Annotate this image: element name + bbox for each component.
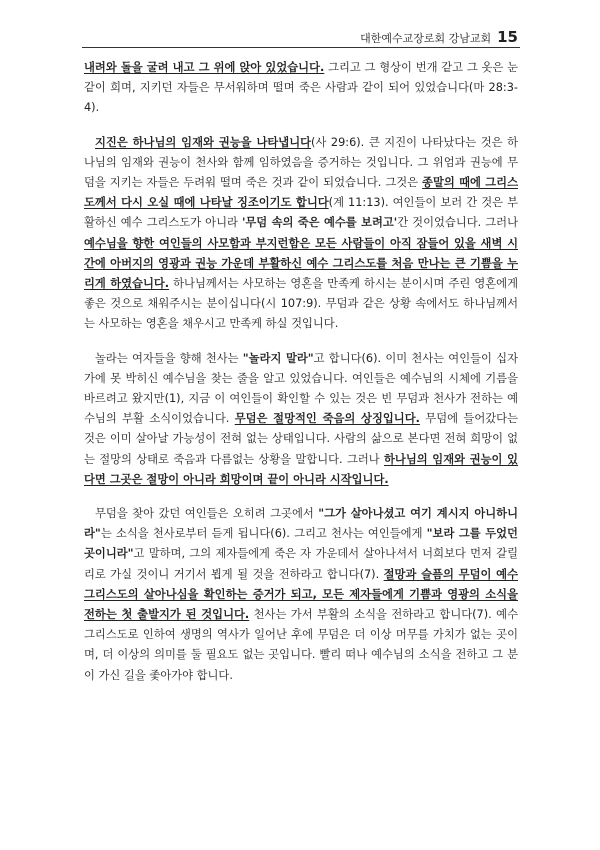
church-name: 대한예수교장로회 강남교회 — [360, 32, 492, 45]
emphasized-text: 내려와 돌을 굴려 내고 그 위에 앉아 있었습니다. — [84, 61, 325, 74]
paragraph — [84, 58, 518, 119]
paragraph — [84, 504, 518, 686]
text-run: (계 11:13). 여인들이 보러 간 것은 부활하신 예수 그리스도가 아니라 — [84, 196, 518, 230]
sermon-body — [84, 58, 518, 700]
paragraph — [84, 349, 518, 490]
quoted-text: "보라 그를 두었던 곳이니라" — [84, 527, 518, 561]
emphasized-text: 지진은 하나님의 임재와 권능을 나타냅니다 — [95, 135, 312, 149]
text-run: 놀라는 여자들을 향해 천사는 — [95, 351, 243, 365]
text-run: 천사는 가서 부활의 소식을 전하라고 합니다(7). 예수 그리스도로 인하여 생명의 역사가 일어난 후에 무덤은 더 이상 머무를 가치가 없는 곳이며, 더 이상의 의미를 둘 필요도 없는 곳입니다. 빨리 떠나 예수님의 소식을 전하고 그 분이 가신 길을 좇아가야 합니다. — [84, 608, 518, 682]
text-run: 무덤에 들어갔다는 것은 이미 살아날 가능성이 전혀 없는 상태입니다. 사람의 삶으로 본다면 전혀 희망이 없는 절망의 상태로 죽음과 다름없는 상황을 말합니다. 그러나 — [84, 412, 518, 466]
quoted-text: '무덤 속의 죽은 예수를 보려고' — [241, 216, 398, 230]
text-run: 그리고 그 형상이 번개 같고 그 옷은 눈 같이 희며, 지키던 자들은 무서워하며 떨며 죽은 사람과 같이 되어 있었습니다(마 28:3-4). — [84, 61, 519, 115]
text-run: 고 합니다(6). 이미 천사는 여인들이 십자가에 못 박히신 예수님을 찾는 줄을 알고 있었습니다. 여인들은 예수님의 시체에 기름을 바르려고 왔지만(1), 지금 이 여인들이 확인할 수 있는 것은 빈 무덤과 천사가 전하는 예수님의 부활 소식이었습니다. — [84, 351, 518, 426]
quoted-text: "그가 살아나셨고 여기 계시지 아니하니라" — [84, 507, 518, 541]
emphasized-text: 무덤은 절망적인 죽음의 상징입니다. — [234, 412, 420, 426]
text-run: (사 29:6). 큰 지진이 나타났다는 것은 하나님의 임재와 권능이 천사와 함께 임하였음을 증거하는 것입니다. 그 위엄과 권능에 무덤을 지키는 자들은 두려워 떨며 죽은 것과 같이 되었습니다. 그것은 — [84, 135, 519, 190]
emphasized-text: 예수님을 향한 여인들의 사모함과 부지런함은 모든 사람들이 아직 잠들어 있을 새벽 시간에 아버지의 영광과 권능 가운데 부활하신 예수 그리스도를 처음 만나는 큰 기쁨을 누리게 하였습니다. — [84, 236, 518, 291]
header-rule — [82, 47, 520, 48]
text-run: 간 것이었습니다. 그러나 — [397, 216, 519, 230]
emphasized-text: 하나님의 임재와 권능이 있다면 그곳은 절망이 아니라 희망이며 끝이 아니라 시작입니다. — [84, 452, 519, 486]
emphasized-text: 종말의 때에 그리스도께서 다시 오실 때에 나타날 징조이기도 합니다 — [84, 176, 518, 210]
emphasized-text: 절망과 슬픔의 무덤이 예수 그리스도의 살아나심을 확인하는 증거가 되고, 모든 제자들에게 기쁨과 영광의 소식을 전하는 첫 출발지가 된 것입니다. — [84, 567, 519, 622]
text-run: 고 말하며, 그의 제자들에게 죽은 자 가운데서 살아나셔서 너희보다 먼저 갈릴리로 가실 것이니 거기서 뵙게 될 것을 전하라고 합니다(7). — [84, 547, 518, 581]
paragraph — [84, 133, 518, 335]
text-run: 하나님께서는 사모하는 영혼을 만족케 하시는 분이시며 주린 영혼에게 좋은 것으로 채워주시는 분이십니다(시 107:9). 무덤과 같은 상황 속에서도 하나님께서는 사모하는 영혼을 채우시고 만족케 하실 것입니다. — [84, 277, 519, 331]
page-number: 15 — [497, 28, 518, 46]
text-run: 무덤을 찾아 갔던 여인들은 오히려 그곳에서 — [95, 507, 319, 521]
page-header — [360, 28, 518, 46]
quoted-text: "놀라지 말라" — [242, 351, 314, 365]
text-run: 는 소식을 천사로부터 듣게 됩니다(6). 그리고 천사는 여인들에게 — [100, 527, 427, 541]
